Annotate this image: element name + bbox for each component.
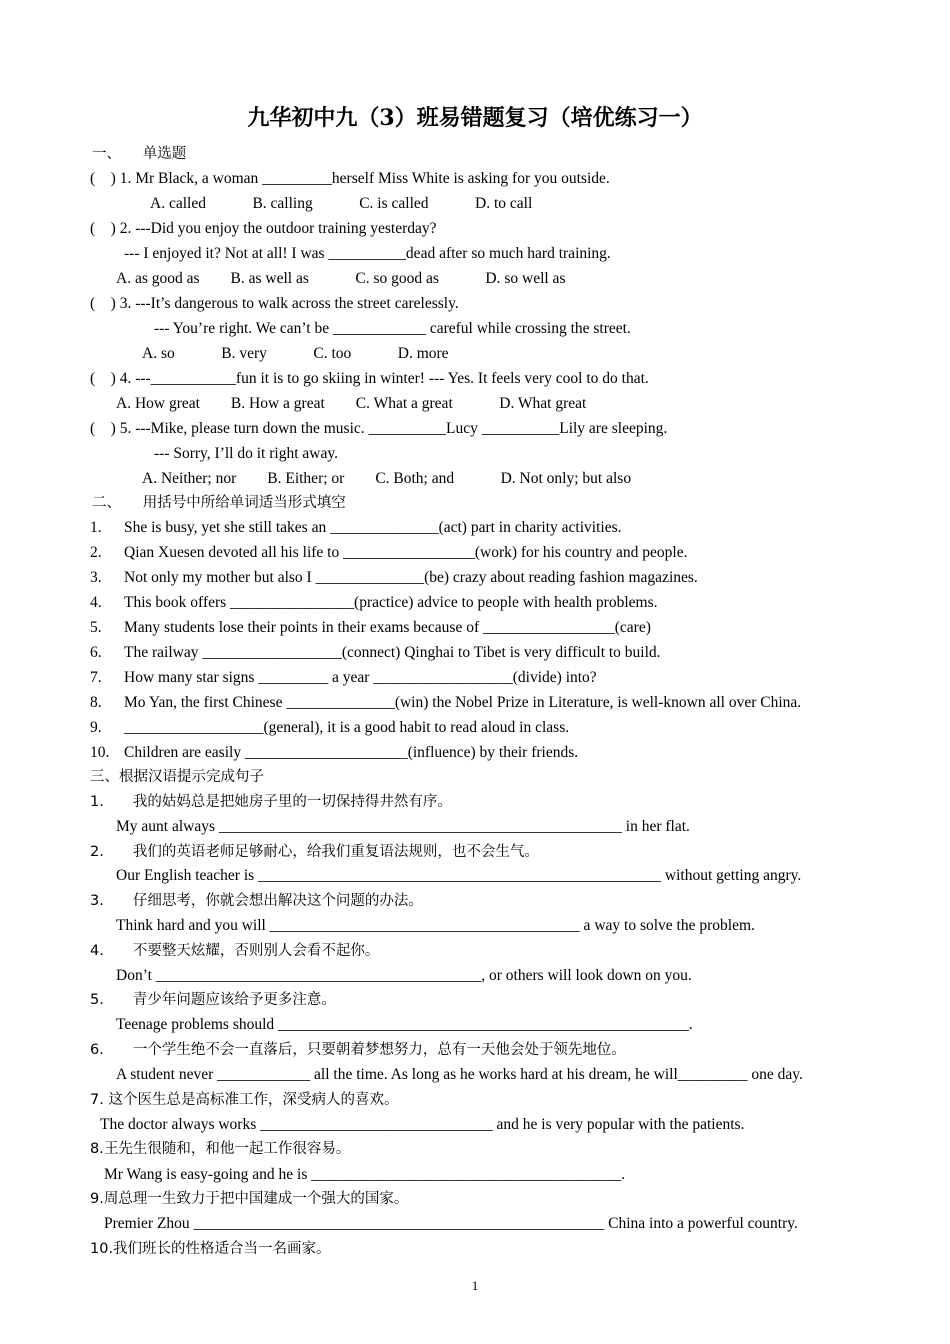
- translation-prompt: 1. 我的姑妈总是把她房子里的一切保持得井然有序。: [90, 794, 452, 810]
- question-4: ( ) 4. ---___________fun it is to go skiing in winter! --- Yes. It feels very cool to do that.: [90, 370, 649, 387]
- fill-item-number: 5.: [90, 619, 102, 636]
- section-heading-2: 二、 用括号中所给单词适当形式填空: [92, 495, 346, 511]
- page-number: 1: [471, 1278, 479, 1293]
- fill-item-text: This book offers ________________(practice) advice to people with health problems.: [124, 594, 658, 611]
- translation-prompt: 8.王先生很随和，和他一起工作很容易。: [90, 1141, 351, 1157]
- question-4-options: A. How great B. How a great C. What a great D. What great: [116, 395, 587, 412]
- translation-prompt: 2. 我们的英语老师足够耐心，给我们重复语法规则，也不会生气。: [90, 844, 539, 860]
- translation-prompt: 6. 一个学生绝不会一直落后，只要朝着梦想努力，总有一天他会处于领先地位。: [90, 1042, 626, 1058]
- fill-item-number: 4.: [90, 594, 102, 611]
- fill-item-text: Qian Xuesen devoted all his life to _________________(work) for his country and people.: [124, 544, 688, 561]
- translation-prompt: 7. 这个医生总是高标准工作，深受病人的喜欢。: [90, 1092, 399, 1108]
- fill-item-text: She is busy, yet she still takes an ______________(act) part in charity activities.: [124, 519, 622, 536]
- translation-prompt: 3. 仔细思考，你就会想出解决这个问题的办法。: [90, 893, 423, 909]
- fill-item-text: __________________(general), it is a good habit to read aloud in class.: [124, 719, 570, 736]
- translation-sentence: A student never ____________ all the time. As long as he works hard at his dream, he will_________ one day.: [116, 1066, 803, 1083]
- translation-sentence: Premier Zhou _____________________________________________________ China into a powerful country.: [104, 1215, 798, 1232]
- translation-prompt: 9.周总理一生致力于把中国建成一个强大的国家。: [90, 1191, 409, 1207]
- translation-sentence: Think hard and you will ________________________________________ a way to solve the problem.: [116, 917, 755, 934]
- translation-sentence: Our English teacher is ____________________________________________________ without getting angry.: [116, 867, 802, 884]
- fill-item-text: Children are easily _____________________(influence) by their friends.: [124, 744, 579, 761]
- fill-item-number: 10.: [90, 744, 110, 761]
- fill-item-text: Many students lose their points in their exams because of _________________(care): [124, 619, 651, 636]
- fill-item-number: 2.: [90, 544, 102, 561]
- question-2-options: A. as good as B. as well as C. so good as D. so well as: [116, 270, 566, 287]
- translation-sentence: My aunt always ____________________________________________________ in her flat.: [116, 818, 690, 835]
- fill-item-number: 7.: [90, 669, 102, 686]
- fill-item-number: 1.: [90, 519, 102, 536]
- fill-item-text: How many star signs _________ a year __________________(divide) into?: [124, 669, 597, 686]
- question-1: ( ) 1. Mr Black, a woman _________herself Miss White is asking for you outside.: [90, 170, 610, 187]
- translation-sentence: The doctor always works ______________________________ and he is very popular with the patients.: [100, 1116, 745, 1133]
- fill-item-text: Not only my mother but also I ______________(be) crazy about reading fashion magazines.: [124, 569, 698, 586]
- translation-sentence: Teenage problems should _____________________________________________________.: [116, 1016, 693, 1033]
- fill-item-number: 8.: [90, 694, 102, 711]
- page-title: 九华初中九（3）班易错题复习（培优练习一）: [247, 105, 703, 131]
- translation-sentence: Don’t __________________________________________, or others will look down on you.: [116, 967, 692, 984]
- question-5-options: A. Neither; nor B. Either; or C. Both; and D. Not only; but also: [142, 470, 632, 487]
- section-heading-3: 三、根据汉语提示完成句子: [90, 769, 264, 785]
- question-2: ( ) 2. ---Did you enjoy the outdoor training yesterday?: [90, 220, 437, 237]
- question-2-reply: --- I enjoyed it? Not at all! I was __________dead after so much hard training.: [124, 245, 611, 262]
- question-3-options: A. so B. very C. too D. more: [142, 345, 449, 362]
- fill-item-number: 9.: [90, 719, 102, 736]
- fill-item-text: Mo Yan, the first Chinese ______________(win) the Nobel Prize in Literature, is well-known all over China.: [124, 694, 802, 711]
- section-heading-1: 一、 单选题: [92, 146, 187, 162]
- translation-prompt: 4. 不要整天炫耀，否则别人会看不起你。: [90, 943, 380, 959]
- question-5-reply: --- Sorry, I’ll do it right away.: [154, 445, 338, 462]
- question-1-options: A. called B. calling C. is called D. to call: [150, 195, 533, 212]
- fill-item-number: 6.: [90, 644, 102, 661]
- translation-prompt: 10.我们班长的性格适合当一名画家。: [90, 1241, 331, 1257]
- translation-prompt: 5. 青少年问题应该给予更多注意。: [90, 992, 336, 1008]
- fill-item-number: 3.: [90, 569, 102, 586]
- translation-sentence: Mr Wang is easy-going and he is ________________________________________.: [104, 1166, 626, 1183]
- fill-item-text: The railway __________________(connect) Qinghai to Tibet is very difficult to build.: [124, 644, 661, 661]
- question-3-reply: --- You’re right. We can’t be ____________ careful while crossing the street.: [154, 320, 631, 337]
- question-5: ( ) 5. ---Mike, please turn down the music. __________Lucy __________Lily are sleeping.: [90, 420, 668, 437]
- question-3: ( ) 3. ---It’s dangerous to walk across the street carelessly.: [90, 295, 459, 312]
